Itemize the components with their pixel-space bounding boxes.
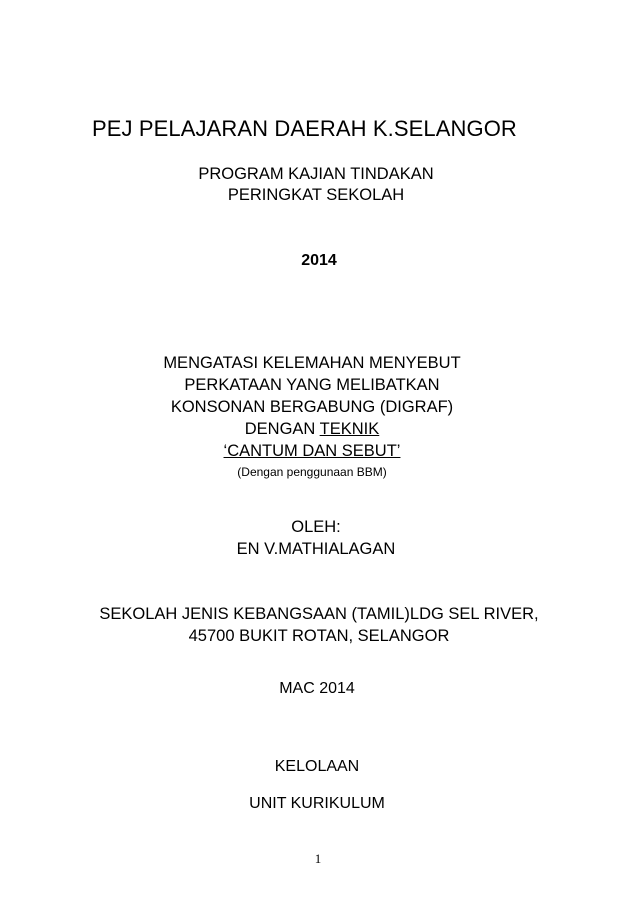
title-line-1: MENGATASI KELEMAHAN MENYEBUT (163, 354, 461, 372)
program-line-2: PERINGKAT SEKOLAH (227, 186, 405, 204)
title-line-4-underlined: TEKNIK (319, 420, 380, 438)
title-line-3: KONSONAN BERGABUNG (DIGRAF) (170, 398, 454, 416)
by-label: OLEH: (291, 518, 341, 536)
unit-name: UNIT KURIKULUM (249, 795, 385, 812)
title-line-5 (0, 443, 631, 460)
title-line-2: PERKATAAN YANG MELIBATKAN (184, 376, 440, 394)
author-name: EN V.MATHIALAGAN (236, 540, 396, 558)
title-line-4-prefix: DENGAN (244, 420, 320, 438)
title-line-4 (0, 421, 631, 438)
managed-label: KELOLAAN (274, 758, 360, 775)
school-line-1: SEKOLAH JENIS KEBANGSAAN (TAMIL)LDG SEL RIVER, (99, 605, 539, 623)
title-line-5-text: ‘CANTUM DAN SEBUT’ (223, 442, 401, 460)
title-note: (Dengan penggunaan BBM) (237, 465, 387, 479)
page-number: 1 (314, 851, 322, 866)
school-line-2: 45700 BUKIT ROTAN, SELANGOR (188, 627, 450, 645)
header-title: PEJ PELAJARAN DAERAH K.SELANGOR (92, 116, 517, 141)
program-line-1: PROGRAM KAJIAN TINDAKAN (198, 165, 434, 183)
year: 2014 (301, 252, 337, 269)
date: MAC 2014 (279, 680, 355, 697)
